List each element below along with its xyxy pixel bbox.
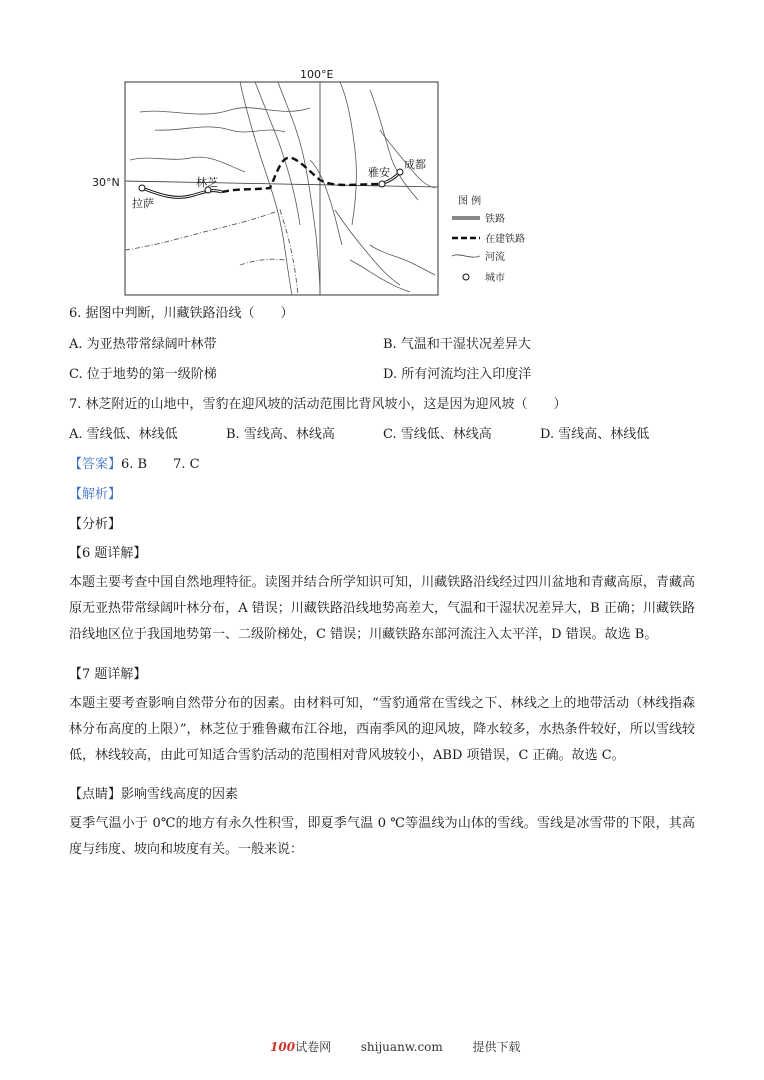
legend-river: 河流 (485, 252, 505, 263)
map-frame (125, 82, 438, 295)
city-chengdu (397, 169, 403, 175)
longitude-label: 100°E (300, 68, 334, 81)
city-yaan (379, 181, 385, 187)
q7-stem: 7. 林芝附近的山地中，雪豹在迎风坡的活动范围比背风坡小，这是因为迎风坡（ ） (69, 397, 567, 412)
site-domain[interactable]: shijuanw.com (360, 1040, 443, 1054)
fenxi-label: 【分析】 (69, 517, 122, 532)
q6-detail-text: 本题主要考查中国自然地理特征。读图并结合所学知识可知，川藏铁路沿线经过四川盆地和青藏高原，青藏高原无亚热带常绿阔叶林分布，A 错误；川藏铁路沿线地势高差大，气温和干湿状况差异大，B 正确；川藏铁路沿线地区位于我国地势第一、二级阶梯处，C 错误；川藏铁路东部河流注入太平洋，D 错误。故选 B。 (69, 575, 695, 642)
site-logo: 100 (270, 1040, 296, 1054)
q7-detail-label: 【7 题详解】 (69, 667, 147, 682)
legend-railway: 铁路 (485, 214, 505, 225)
q6-option-c: C. 位于地势的第一级阶梯 (69, 367, 217, 382)
city-label-chengdu: 成都 (404, 158, 426, 171)
latitude-line (125, 181, 438, 187)
boundary-line-2 (240, 259, 285, 265)
q6-detail-label: 【6 题详解】 (69, 546, 147, 561)
analysis-label: 【解析】 (69, 487, 122, 502)
page-footer (270, 1038, 520, 1055)
dianjing-text: 夏季气温小于 0℃的地方有永久性积雪，即夏季气温 0 ℃等温线为山体的雪线。雪线是冰雪带的下限，其高度与纬度、坡向和坡度有关。一般来说： (69, 816, 695, 857)
q6-option-a: A. 为亚热带常绿阔叶林带 (69, 337, 217, 352)
city-label-yaan: 雅安 (368, 166, 390, 179)
boundary-line (125, 210, 298, 295)
q6-option-b: B. 气温和干湿状况差异大 (383, 337, 531, 352)
route-map (80, 60, 540, 300)
map-legend (452, 194, 525, 284)
q7-detail-text: 本题主要考查影响自然带分布的因素。由材料可知，“雪豹通常在雪线之下、林线之上的地带活动（林线指森林分布高度的上限）”，林芝位于雅鲁藏布江谷地，西南季风的迎风坡，降水较多，水热条件较好，所以雪线较低，林线较高，由此可知适合雪豹活动的范围相对背风坡较小，ABD 项错误，C 正确。故选 C。 (69, 696, 695, 763)
dianjing-line (69, 786, 238, 804)
q6-option-d: D. 所有河流均注入印度洋 (383, 367, 532, 382)
answer-line (69, 456, 200, 474)
q7-option-b: B. 雪线高、林线高 (226, 427, 335, 442)
city-label-nyingchi: 林芝 (196, 176, 218, 189)
city-label-lhasa: 拉萨 (132, 197, 154, 210)
city-lhasa (139, 185, 145, 191)
site-name: 试卷网 (295, 1040, 332, 1054)
q7-option-c: C. 雪线低、林线高 (383, 427, 492, 442)
dianjing-title: 影响雪线高度的因素 (121, 787, 239, 802)
latitude-label: 30°N (92, 176, 120, 189)
answer-label: 【答案】 (69, 457, 122, 472)
q6-stem: 6. 据图中判断，川藏铁路沿线（ ） (69, 306, 294, 321)
legend-railway-construction: 在建铁路 (485, 234, 525, 245)
q7-option-a: A. 雪线低、林线低 (69, 427, 178, 442)
rivers (130, 82, 435, 295)
legend-title: 图 例 (458, 196, 482, 207)
dianjing-label: 【点睛】 (69, 787, 122, 802)
legend-city: 城市 (485, 273, 505, 284)
site-slogan: 提供下载 (472, 1040, 521, 1054)
answer-value: 6. B 7. C (121, 457, 200, 472)
q7-option-d: D. 雪线高、林线低 (540, 427, 650, 442)
